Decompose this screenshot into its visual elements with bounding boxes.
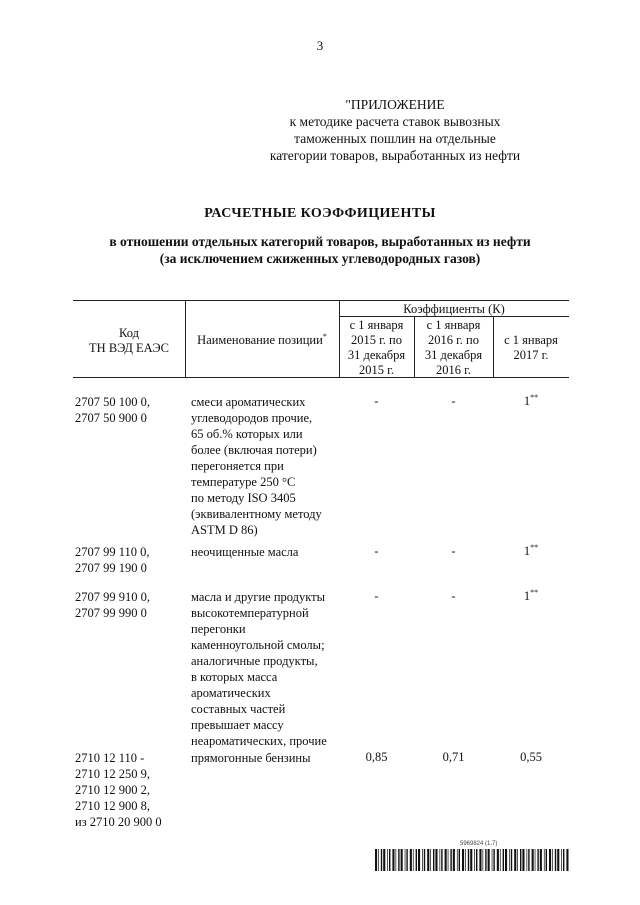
document-subtitle: [0, 233, 640, 267]
row-name: неочищенные масла: [191, 545, 299, 559]
row-value-2016: -: [451, 394, 456, 408]
header-period-2015: с 1 января 2015 г. по 31 декабря 2015 г.: [347, 318, 406, 377]
row-value-2016: 0,71: [442, 750, 465, 764]
appendix-line: категории товаров, выработанных из нефти: [269, 148, 521, 163]
row-value-2015: -: [374, 589, 379, 603]
row-name: смеси ароматических углеводородов прочие, 65 об.% которых или более (включая потери) перегоняется при температуре 250 °С по методу ISO 3405 (эквивалентному методу ASTM D 86): [191, 395, 322, 537]
barcode-icon: [375, 849, 570, 871]
header-coefficients: Коэффициенты (К): [403, 302, 505, 316]
row-codes: 2707 99 910 0, 2707 99 990 0: [75, 590, 150, 620]
row-value-2017: 0,55: [520, 750, 542, 764]
table-top-rule: [73, 300, 569, 301]
row-value-2017: 1**: [523, 587, 539, 603]
header-name: Наименование позиции*: [197, 331, 327, 347]
row-value-2015: -: [374, 544, 379, 558]
subtitle-line: в отношении отдельных категорий товаров, выработанных из нефти: [109, 234, 531, 249]
row-value-2016: -: [451, 589, 456, 603]
header-period-2016: с 1 января 2016 г. по 31 декабря 2016 г.: [424, 318, 483, 377]
row-value-2015: 0,85: [365, 750, 388, 764]
footnote-mark: **: [530, 542, 539, 552]
row-value-2016: -: [451, 544, 456, 558]
row-value-2017: 1**: [523, 542, 539, 558]
row-value-2017: 1**: [523, 392, 539, 408]
row-codes: 2707 99 110 0, 2707 99 190 0: [75, 545, 150, 575]
row-codes: 2710 12 110 - 2710 12 250 9, 2710 12 900 2, 2710 12 900 8, из 2710 20 900 0: [75, 751, 162, 829]
appendix-heading: [230, 96, 560, 164]
barcode-number: 5969824 (1.7): [460, 841, 498, 847]
page-number: 3: [316, 38, 324, 53]
footnote-mark: **: [530, 587, 539, 597]
row-name: прямогонные бензины: [191, 751, 311, 765]
header-code: Код ТН ВЭД ЕАЭС: [89, 326, 169, 355]
appendix-line: "ПРИЛОЖЕНИЕ: [345, 97, 445, 112]
footnote-mark: *: [322, 331, 327, 341]
table-header-rule: [73, 377, 569, 378]
footnote-mark: **: [530, 392, 539, 402]
appendix-line: к методике расчета ставок вывозных: [289, 114, 501, 129]
row-value-2015: -: [374, 394, 379, 408]
subtitle-line: (за исключением сжиженных углеводородных газов): [159, 251, 481, 266]
appendix-line: таможенных пошлин на отдельные: [294, 131, 496, 146]
row-name: масла и другие продукты высокотемпературной перегонки каменноугольной смолы; аналогичные продукты, в которых масса ароматических составных частей превышает массу неароматических, прочие: [191, 590, 327, 748]
header-period-2017: с 1 января 2017 г.: [504, 333, 558, 362]
row-codes: 2707 50 100 0, 2707 50 900 0: [75, 395, 150, 425]
document-title: РАСЧЕТНЫЕ КОЭФФИЦИЕНТЫ: [204, 206, 436, 221]
